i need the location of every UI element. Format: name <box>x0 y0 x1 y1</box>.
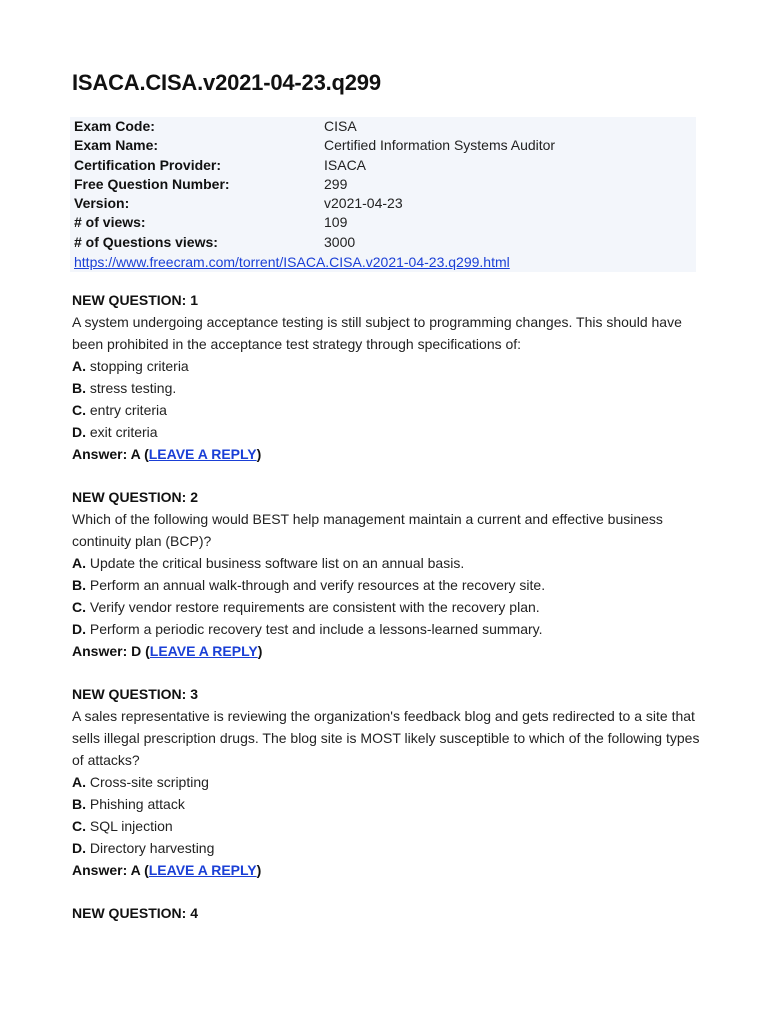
option-letter: D. <box>72 840 86 856</box>
answer-option <box>72 355 702 377</box>
question-heading: NEW QUESTION: 2 <box>72 489 199 505</box>
answer-option <box>72 421 702 443</box>
answer-suffix: ) <box>257 643 263 659</box>
exam-source-link[interactable]: https://www.freecram.com/torrent/ISACA.CISA.v2021-04-23.q299.html <box>74 254 510 271</box>
info-value: Certified Information Systems Auditor <box>324 137 556 154</box>
option-letter: A. <box>72 774 86 790</box>
question-text: A system undergoing acceptance testing is still subject to programming changes. This should have been prohibited in the acceptance test strategy through specifications of: <box>72 314 682 352</box>
info-row-provider <box>74 156 696 175</box>
option-text: Verify vendor restore requirements are consistent with the recovery plan. <box>86 599 540 615</box>
info-value: ISACA <box>324 156 367 173</box>
answer-suffix: ) <box>256 446 262 462</box>
question-heading: NEW QUESTION: 4 <box>72 905 199 921</box>
leave-a-reply-link[interactable]: LEAVE A REPLY <box>149 643 258 659</box>
info-key: Certification Provider: <box>74 156 222 173</box>
option-text: stress testing. <box>86 380 177 396</box>
info-key: # of Questions views: <box>74 233 218 250</box>
info-key: Free Question Number: <box>74 175 230 192</box>
answer-option <box>72 552 702 574</box>
info-key: Exam Name: <box>74 137 159 154</box>
info-value: 299 <box>324 175 348 192</box>
info-row-question-views <box>74 233 696 252</box>
option-letter: D. <box>72 621 86 637</box>
question-text: Which of the following would BEST help management maintain a current and effective business continuity plan (BCP)? <box>72 511 663 549</box>
answer-line <box>72 443 702 465</box>
answer-option <box>72 574 702 596</box>
info-value: v2021-04-23 <box>324 195 403 212</box>
option-text: exit criteria <box>86 424 158 440</box>
answer-line <box>72 640 702 662</box>
answer-prefix: Answer: A ( <box>72 862 149 878</box>
option-text: Update the critical business software list on an annual basis. <box>86 555 465 571</box>
question-block <box>72 486 702 662</box>
option-letter: C. <box>72 599 86 615</box>
info-key: # of views: <box>74 214 146 231</box>
leave-a-reply-link[interactable]: LEAVE A REPLY <box>148 446 257 462</box>
option-letter: A. <box>72 358 86 374</box>
answer-option <box>72 815 702 837</box>
info-row-question-number <box>74 175 696 194</box>
info-key: Exam Code: <box>74 118 155 134</box>
option-text: Directory harvesting <box>86 840 215 856</box>
option-letter: B. <box>72 796 86 812</box>
answer-option <box>72 596 702 618</box>
info-value: CISA <box>324 118 357 134</box>
option-text: Cross-site scripting <box>86 774 209 790</box>
question-heading: NEW QUESTION: 1 <box>72 292 199 308</box>
answer-option <box>72 771 702 793</box>
answer-option <box>72 377 702 399</box>
info-row-version <box>74 194 696 213</box>
exam-info-table <box>70 117 696 272</box>
info-value: 109 <box>324 214 348 231</box>
answer-option <box>72 837 702 859</box>
document-title: ISACA.CISA.v2021-04-23.q299 <box>72 70 381 95</box>
option-text: SQL injection <box>86 818 173 834</box>
answer-option <box>72 399 702 421</box>
option-letter: B. <box>72 577 86 593</box>
info-row-views <box>74 213 696 232</box>
answer-option <box>72 618 702 640</box>
question-text: A sales representative is reviewing the organization's feedback blog and gets redirected to a site that sells illegal prescription drugs. The blog site is MOST likely susceptible to which of the following types of attacks? <box>72 708 700 768</box>
option-text: Phishing attack <box>86 796 185 812</box>
option-letter: C. <box>72 818 86 834</box>
answer-option <box>72 793 702 815</box>
leave-a-reply-link[interactable]: LEAVE A REPLY <box>148 862 257 878</box>
option-letter: C. <box>72 402 86 418</box>
option-text: Perform a periodic recovery test and include a lessons-learned summary. <box>86 621 543 637</box>
info-row-exam-code <box>74 117 696 136</box>
info-value: 3000 <box>324 233 356 250</box>
answer-line <box>72 859 702 881</box>
question-block <box>72 683 702 881</box>
info-key: Version: <box>74 195 130 212</box>
option-text: Perform an annual walk-through and verify resources at the recovery site. <box>86 577 546 593</box>
answer-suffix: ) <box>256 862 262 878</box>
question-block <box>72 289 702 465</box>
option-letter: A. <box>72 555 86 571</box>
option-text: entry criteria <box>86 402 167 418</box>
answer-prefix: Answer: A ( <box>72 446 149 462</box>
option-letter: D. <box>72 424 86 440</box>
answer-prefix: Answer: D ( <box>72 643 150 659</box>
question-block <box>72 902 702 924</box>
info-row-exam-name <box>74 136 696 155</box>
question-heading: NEW QUESTION: 3 <box>72 686 199 702</box>
option-letter: B. <box>72 380 86 396</box>
option-text: stopping criteria <box>86 358 189 374</box>
